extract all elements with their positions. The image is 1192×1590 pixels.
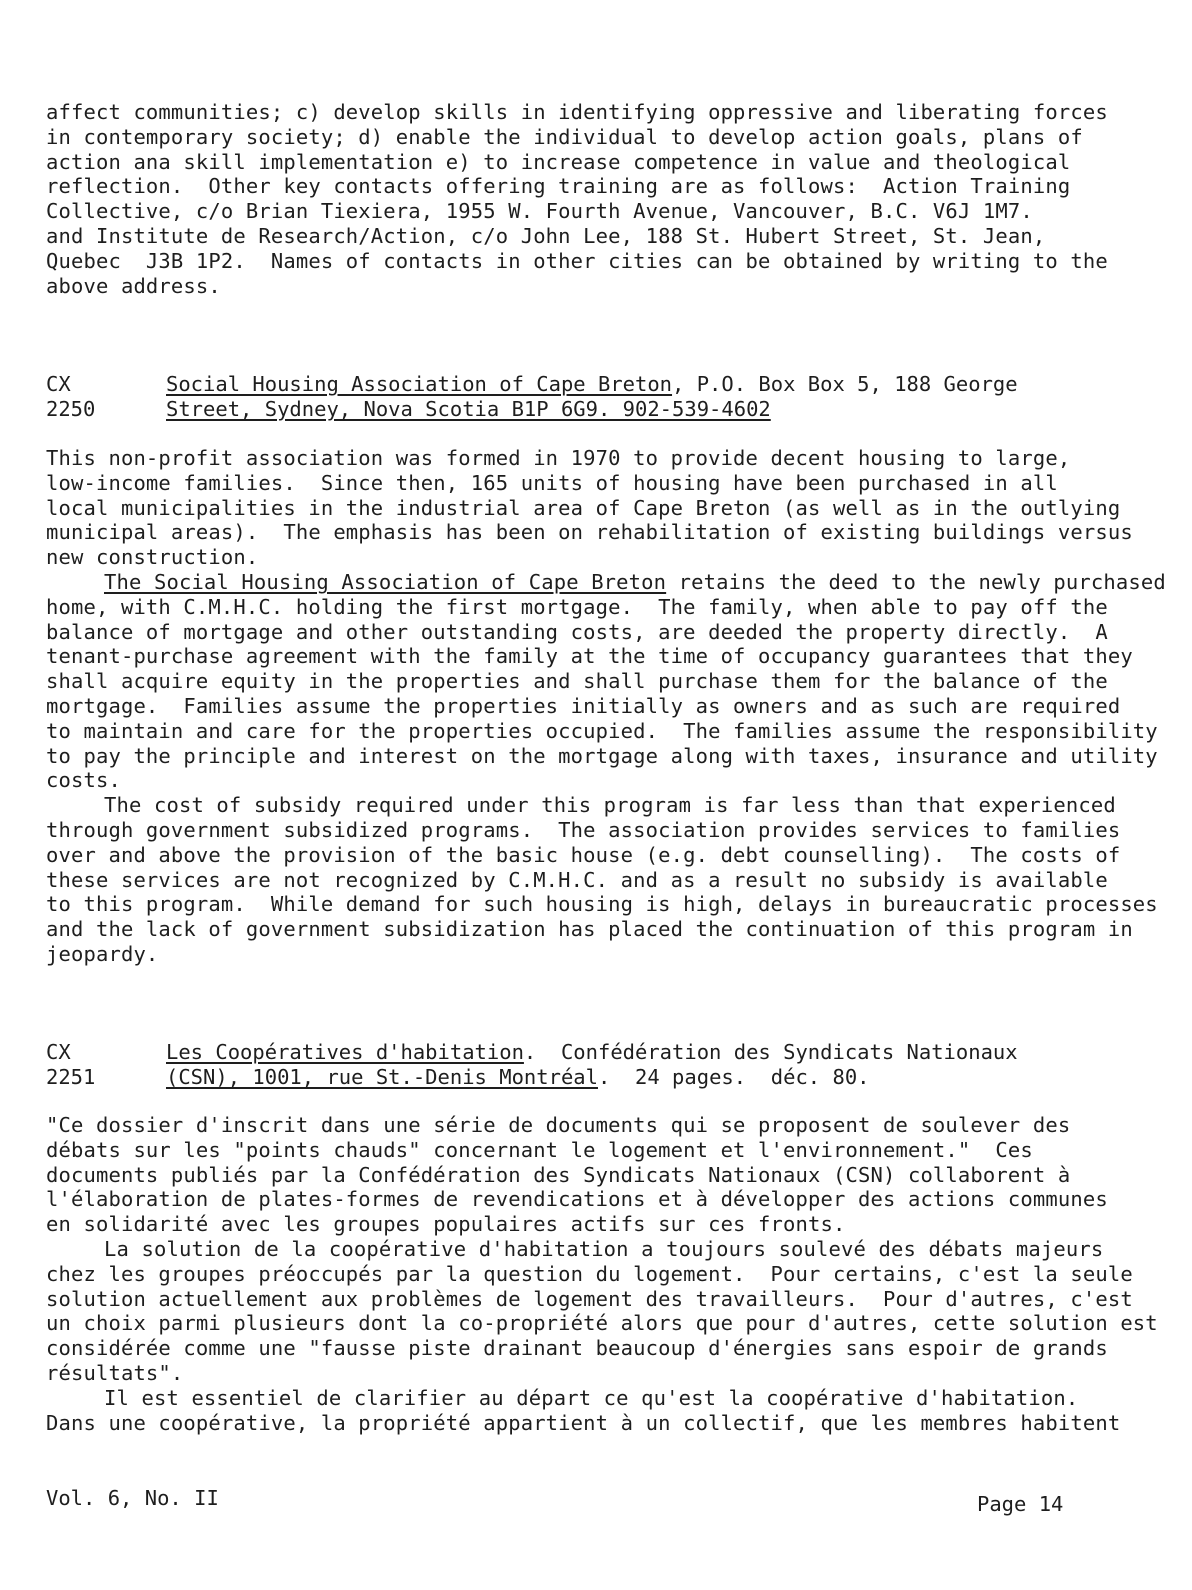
text-line: l'élaboration de plates-formes de revendications et à développer des actions communes [46,1187,1108,1212]
text-line: résultats". [46,1360,184,1385]
entry-title: Les Coopératives d'habitation [166,1040,524,1064]
intro-paragraph [46,100,1156,298]
text-line: reflection. Other key contacts offering training are as follows: Action Training [46,174,1071,199]
text-line: jeopardy. [46,941,159,966]
entry-2251-header [46,1040,1156,1090]
text-line: considérée comme une "fausse piste drainant beaucoup d'énergies sans espoir de grands [46,1336,1108,1361]
text-line: and Institute de Research/Action, c/o John Lee, 188 St. Hubert Street, St. Jean, [46,223,1046,248]
text-line: tenant-purchase agreement with the family at the time of occupancy guarantees that they [46,644,1133,669]
entry-title: Social Housing Association of Cape Breton [166,372,673,396]
text-line: to maintain and care for the properties occupied. The families assume the responsibility [46,718,1158,743]
text-line: Il est essentiel de clarifier au départ ce qu'est la coopérative d'habitation. [104,1385,1079,1410]
entry-code-number: 2251 [46,1064,96,1089]
text-line: affect communities; c) develop skills in identifying oppressive and liberating forces [46,100,1108,124]
entry-code-prefix: CX [46,372,71,396]
page-number: Page 14 [977,1492,1064,1516]
text-line: The cost of subsidy required under this program is far less than that experienced [104,793,1116,818]
entry-code-number: 2250 [46,396,96,421]
text-line: low-income families. Since then, 165 units of housing have been purchased in all [46,470,1058,495]
text-line: these services are not recognized by C.M.H.C. and as a result no subsidy is available [46,867,1108,892]
entry-details: . 24 pages. déc. 80. [597,1064,870,1089]
text-line: home, with C.M.H.C. holding the first mortgage. The family, when able to pay off the [46,594,1108,619]
text-line: balance of mortgage and other outstanding costs, are deeded the property directly. A [46,619,1108,644]
text-line: solution actuellement aux problèmes de logement des travailleurs. Pour d'autres, c'est [46,1286,1133,1311]
text-line: in contemporary society; d) enable the individual to develop action goals, plans of [46,124,1083,149]
text-line: action ana skill implementation e) to increase competence in value and theological [46,149,1071,174]
text-line: shall acquire equity in the properties and shall purchase them for the balance of the [46,669,1108,694]
text-line: un choix parmi plusieurs dont la co-propriété alors que pour d'autres, cette solution est [46,1311,1158,1336]
text-line: to this program. While demand for such housing is high, delays in bureaucratic processes [46,892,1158,917]
text-line: débats sur les "points chauds" concernant le logement et l'environnement." Ces [46,1137,1033,1162]
text-line: to pay the principle and interest on the mortgage along with taxes, insurance and utility [46,743,1158,768]
entry-address: Street, Sydney, Nova Scotia B1P 6G9. 902-539-4602 [166,396,771,421]
entry-2251-body [46,1113,1156,1435]
volume-label: Vol. 6, No. II [46,1486,219,1510]
text-line: Collective, c/o Brian Tiexiera, 1955 W. Fourth Avenue, Vancouver, B.C. V6J 1M7. [46,199,1033,224]
text-line: above address. [46,273,221,298]
text-line: en solidarité avec les groupes populaires actifs sur ces fronts. [46,1212,846,1237]
text-line: "Ce dossier d'inscrit dans une série de documents qui se proposent de soulever des [46,1113,1071,1137]
text-line: costs. [46,768,121,793]
text-line: chez les groupes préoccupés par la question du logement. Pour certains, c'est la seule [46,1261,1133,1286]
text-line: Quebec J3B 1P2. Names of contacts in other cities can be obtained by writing to the [46,248,1108,273]
text-line: local municipalities in the industrial area of Cape Breton (as well as in the outlying [46,495,1121,520]
entry-title-rest: , P.O. Box Box 5, 188 George [672,372,1018,396]
text-line: mortgage. Families assume the properties initially as owners and as such are required [46,693,1121,718]
text-line: new construction. [46,545,259,570]
text-line: over and above the provision of the basic house (e.g. debt counselling). The costs of [46,842,1121,867]
text-line: and the lack of government subsidization has placed the continuation of this program in [46,917,1133,942]
text-line: documents publiés par la Confédération des Syndicats Nationaux (CSN) collaborent à [46,1162,1071,1187]
text-line: This non-profit association was formed in 1970 to provide decent housing to large, [46,446,1071,470]
org-name: The Social Housing Association of Cape Breton [104,569,667,594]
entry-address: (CSN), 1001, rue St.-Denis Montréal [166,1064,598,1089]
entry-title-rest: . Confédération des Syndicats Nationaux [523,1040,1018,1064]
text-line: La solution de la coopérative d'habitation a toujours soulevé des débats majeurs [104,1236,1104,1261]
entry-2250-body [46,446,1166,967]
text-span: retains the deed to the newly purchased [666,569,1166,594]
entry-code-prefix: CX [46,1040,71,1064]
text-line [46,569,1166,595]
text-line: through government subsidized programs. The association provides services to families [46,817,1121,842]
text-line: municipal areas). The emphasis has been on rehabilitation of existing buildings versus [46,520,1133,545]
entry-2250-header [46,372,1156,422]
text-line: Dans une coopérative, la propriété appartient à un collectif, que les membres habitent [46,1410,1121,1435]
